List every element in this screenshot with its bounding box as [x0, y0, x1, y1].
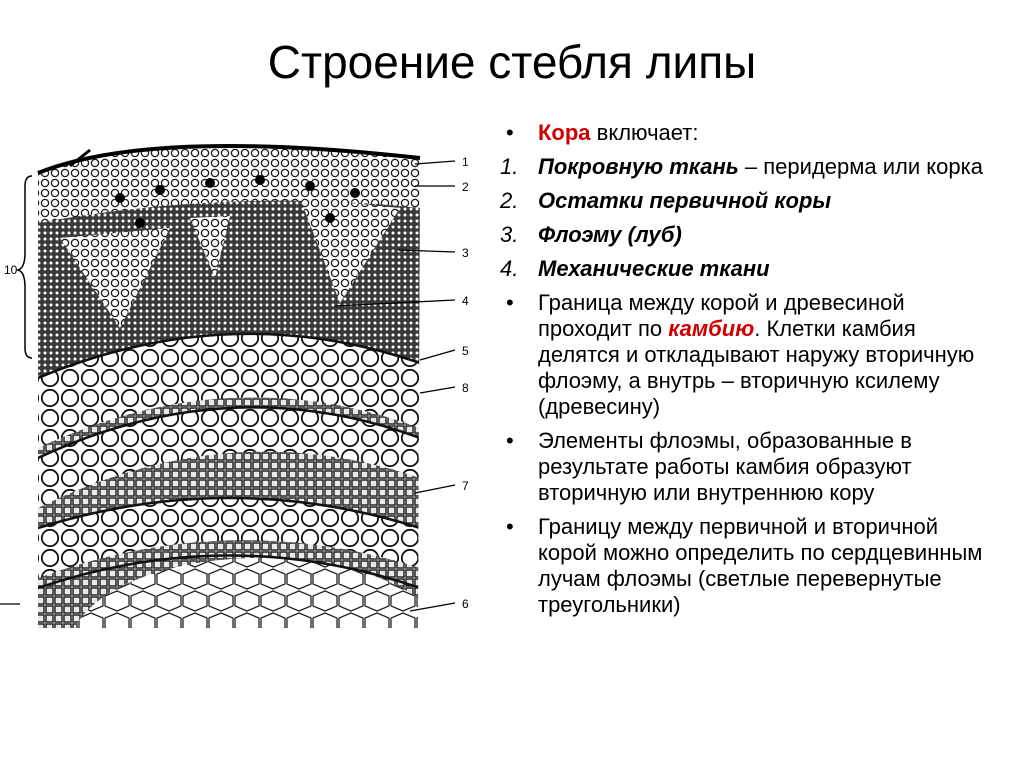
- bullet-marker: •: [506, 428, 514, 453]
- item-1-text: – перидерма или корка: [738, 154, 983, 179]
- bullet-item-cambium: [500, 290, 1000, 420]
- slide-title: Строение стебля липы: [267, 36, 757, 88]
- number-marker: 1.: [500, 154, 519, 179]
- kora-term: Кора: [538, 120, 591, 145]
- bullet-marker: •: [506, 290, 514, 315]
- term-ostatki: Остатки первичной коры: [538, 188, 832, 213]
- label-10: 10: [4, 263, 18, 277]
- term-pokrovnaya: Покровную ткань: [538, 154, 739, 179]
- phloem-text: Элементы флоэмы, образованные в результате работы камбия образуют вторичную или внутреннюю кору: [538, 428, 912, 505]
- term-mekhanicheskie: Механические ткани: [538, 256, 770, 281]
- number-marker: 2.: [500, 188, 519, 213]
- stem-cross-section-figure: [0, 128, 480, 640]
- kora-item: [500, 120, 1000, 146]
- label-2: 2: [462, 180, 469, 194]
- bullet-marker: •: [506, 514, 514, 539]
- label-8: 8: [462, 381, 469, 395]
- label-4: 4: [462, 294, 469, 308]
- term-kambiy: камбию: [668, 316, 755, 341]
- numbered-item-3: [500, 222, 1000, 248]
- numbered-item-2: [500, 188, 1000, 214]
- bullet-item-boundary: [500, 514, 1000, 618]
- kora-text: включает:: [590, 120, 699, 145]
- number-marker: 3.: [500, 222, 519, 247]
- cambium-text-post: . Клетки камбия делятся и откладывают наружу вторичную флоэму, а внутрь – вторичную ксилему (древесину): [538, 316, 975, 419]
- label-7: 7: [462, 479, 469, 493]
- cambium-text-pre: Граница между корой и древесиной проходит по: [538, 290, 905, 341]
- term-floema: Флоэму (луб): [538, 222, 682, 247]
- stem-diagram: [0, 128, 480, 640]
- numbered-item-4: [500, 256, 1000, 282]
- boundary-text: Границу между первичной и вторичной корой можно определить по сердцевинным лучам флоэмы (светлые перевернутые треугольники): [538, 514, 983, 617]
- label-5: 5: [462, 344, 469, 358]
- number-marker: 4.: [500, 256, 519, 281]
- slide-text: [500, 120, 1000, 626]
- bullet-item-phloem: [500, 428, 1000, 506]
- numbered-item-1: [500, 154, 1000, 180]
- label-6: 6: [462, 597, 469, 611]
- label-1: 1: [462, 155, 469, 169]
- label-3: 3: [462, 246, 469, 260]
- bullet-marker: •: [506, 120, 514, 145]
